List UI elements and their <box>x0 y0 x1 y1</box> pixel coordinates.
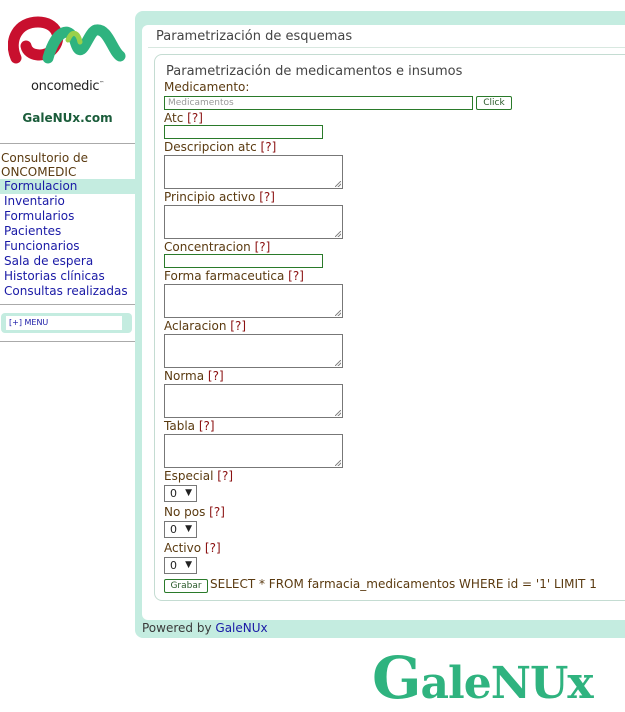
activo-select[interactable]: 0 ▼ <box>164 557 197 574</box>
clinic-name: Consultorio de ONCOMEDIC <box>1 151 88 179</box>
norma-help-link[interactable]: [?] <box>207 369 224 383</box>
especial-select[interactable]: 0 ▼ <box>164 485 197 502</box>
sidebar-item-funcionarios[interactable]: Funcionarios <box>4 239 80 253</box>
descripcion-atc-textarea[interactable] <box>164 155 343 189</box>
sidebar-nav <box>0 179 135 299</box>
principio-activo-textarea[interactable] <box>164 205 343 239</box>
divider <box>148 47 625 48</box>
especial-label: Especial [?] <box>164 469 234 483</box>
no-pos-label: No pos [?] <box>164 505 225 519</box>
site-link[interactable]: GaleNUx.com <box>22 111 113 125</box>
chevron-down-icon: ▼ <box>185 560 192 570</box>
concentracion-label: Concentracion [?] <box>164 240 271 254</box>
principio-activo-label: Principio activo [?] <box>164 190 275 204</box>
galenux-logo: GaleNUx <box>372 644 593 712</box>
chevron-down-icon: ▼ <box>185 524 192 534</box>
activo-label: Activo [?] <box>164 541 221 555</box>
concentracion-help-link[interactable]: [?] <box>254 240 271 254</box>
sidebar-item-formularios[interactable]: Formularios <box>4 209 75 223</box>
oncomedic-logo <box>8 10 130 110</box>
activo-help-link[interactable]: [?] <box>204 541 221 555</box>
especial-help-link[interactable]: [?] <box>217 469 234 483</box>
forma-farmaceutica-label: Forma farmaceutica [?] <box>164 269 304 283</box>
atc-help-link[interactable]: [?] <box>187 111 203 125</box>
form-legend: Parametrización de medicamentos e insumos <box>166 64 463 79</box>
click-button[interactable]: Click <box>476 96 512 110</box>
powered-by: Powered by GaleNUx <box>142 621 268 635</box>
descripcion-atc-label: Descripcion atc [?] <box>164 140 277 154</box>
divider <box>0 304 135 305</box>
norma-label: Norma [?] <box>164 369 224 383</box>
aclaracion-textarea[interactable] <box>164 334 343 368</box>
sidebar-item-historias-clinicas[interactable]: Historias clínicas <box>4 269 105 283</box>
chevron-down-icon: ▼ <box>185 488 192 498</box>
norma-textarea[interactable] <box>164 384 343 418</box>
powered-by-link[interactable]: GaleNUx <box>215 621 268 635</box>
forma-farmaceutica-textarea[interactable] <box>164 284 343 318</box>
forma-farmaceutica-help-link[interactable]: [?] <box>288 269 304 283</box>
sidebar <box>0 0 135 703</box>
atc-input[interactable] <box>164 125 323 139</box>
menu-toggle[interactable]: [+] MENU <box>6 316 122 330</box>
sql-debug-text: SELECT * FROM farmacia_medicamentos WHERE id = '1' LIMIT 1 <box>210 577 597 591</box>
atc-label: Atc [?] <box>164 111 203 125</box>
page-title: Parametrización de esquemas <box>156 29 353 44</box>
descripcion-atc-help-link[interactable]: [?] <box>260 140 277 154</box>
divider <box>0 341 135 342</box>
tabla-label: Tabla [?] <box>164 419 215 433</box>
no-pos-help-link[interactable]: [?] <box>209 505 225 519</box>
sidebar-item-sala-de-espera[interactable]: Sala de espera <box>4 254 94 268</box>
medicamento-input[interactable]: Medicamentos <box>164 96 473 110</box>
sidebar-item-formulacion[interactable]: Formulacion <box>0 179 135 194</box>
grabar-button[interactable]: Grabar <box>164 579 208 593</box>
divider <box>0 143 135 144</box>
principio-activo-help-link[interactable]: [?] <box>259 190 275 204</box>
aclaracion-help-link[interactable]: [?] <box>230 319 247 333</box>
medicamento-label: Medicamento: <box>164 80 250 94</box>
menu-toggle-box <box>1 313 132 333</box>
sidebar-item-inventario[interactable]: Inventario <box>4 194 65 208</box>
tabla-textarea[interactable] <box>164 434 343 468</box>
sidebar-item-consultas-realizadas[interactable]: Consultas realizadas <box>4 284 128 298</box>
concentracion-input[interactable] <box>164 254 323 268</box>
aclaracion-label: Aclaracion [?] <box>164 319 247 333</box>
brand-name: oncomedic™ <box>31 79 104 94</box>
tabla-help-link[interactable]: [?] <box>198 419 215 433</box>
no-pos-select[interactable]: 0 ▼ <box>164 521 197 538</box>
sidebar-item-pacientes[interactable]: Pacientes <box>4 224 62 238</box>
